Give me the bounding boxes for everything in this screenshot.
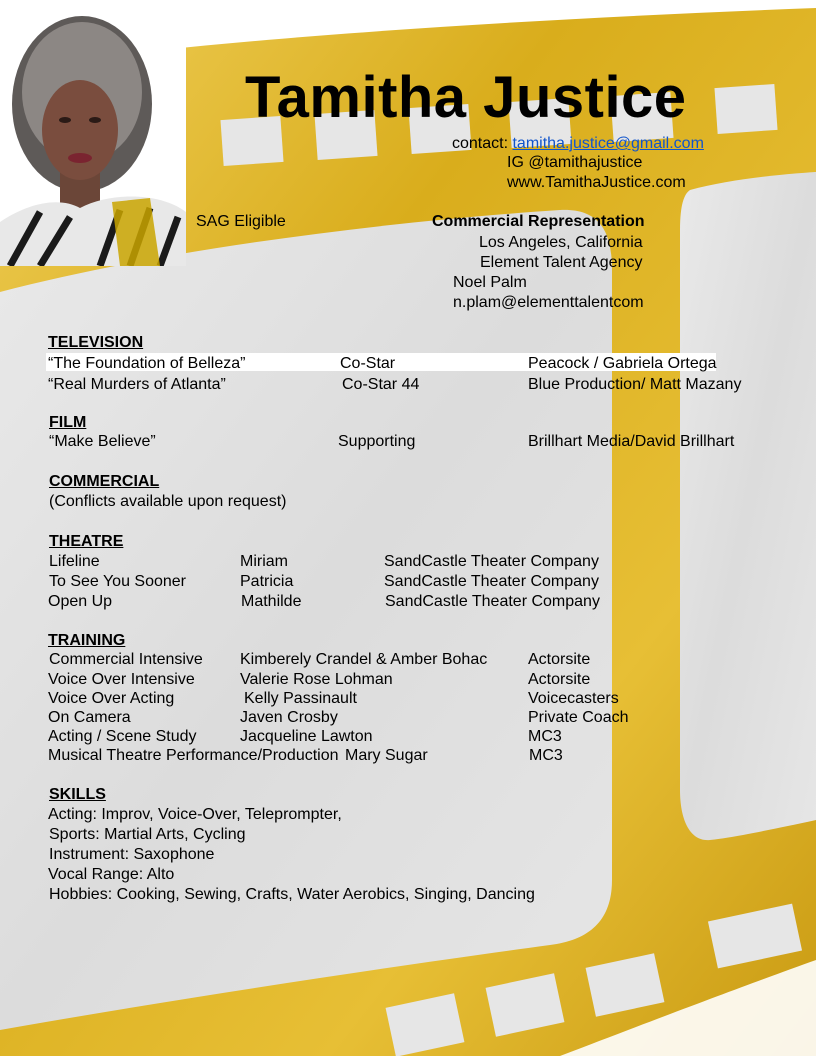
- training-school: MC3: [529, 747, 563, 764]
- theatre-company: SandCastle Theater Company: [385, 593, 600, 610]
- film-credit: Brillhart Media/David Brillhart: [528, 433, 735, 450]
- tv-credit: Peacock / Gabriela Ortega: [528, 355, 717, 372]
- training-school: Voicecasters: [528, 690, 619, 707]
- commercial-heading: COMMERCIAL: [49, 473, 160, 490]
- theatre-role: Miriam: [240, 553, 288, 570]
- training-school: Actorsite: [528, 671, 591, 688]
- training-course: Acting / Scene Study: [48, 728, 197, 745]
- skills-line: Sports: Martial Arts, Cycling: [49, 826, 246, 843]
- training-teacher: Mary Sugar: [345, 747, 428, 764]
- commercial-note: (Conflicts available upon request): [49, 493, 287, 510]
- television-heading: TELEVISION: [48, 334, 144, 351]
- theatre-role: Patricia: [240, 573, 294, 590]
- tv-role: Co-Star 44: [342, 376, 420, 393]
- website-link[interactable]: www.TamithaJustice.com: [507, 174, 686, 191]
- tv-credit: Blue Production/ Matt Mazany: [528, 376, 742, 393]
- training-teacher: Kelly Passinault: [244, 690, 357, 707]
- representation-city: Los Angeles, California: [479, 234, 643, 251]
- training-course: Voice Over Acting: [48, 690, 175, 707]
- training-heading: TRAINING: [48, 632, 126, 649]
- theatre-title: Lifeline: [49, 553, 100, 570]
- film-heading: FILM: [49, 414, 87, 431]
- film-role: Supporting: [338, 433, 416, 450]
- training-teacher: Jacqueline Lawton: [240, 728, 373, 745]
- contact-label: contact:: [452, 135, 509, 152]
- theatre-company: SandCastle Theater Company: [384, 553, 599, 570]
- representation-agency: Element Talent Agency: [480, 254, 643, 271]
- instagram-handle: IG @tamithajustice: [507, 154, 643, 171]
- theatre-role: Mathilde: [241, 593, 302, 610]
- representation-agent-email: n.plam@elementtalentcom: [453, 294, 644, 311]
- skills-line: Vocal Range: Alto: [48, 866, 175, 883]
- skills-heading: SKILLS: [49, 786, 106, 803]
- training-teacher: Javen Crosby: [240, 709, 338, 726]
- representation-agent: Noel Palm: [453, 274, 527, 291]
- training-school: Actorsite: [528, 651, 591, 668]
- training-teacher: Valerie Rose Lohman: [240, 671, 393, 688]
- theatre-title: Open Up: [48, 593, 113, 610]
- representation-heading: Commercial Representation: [432, 213, 645, 230]
- actor-name: Tamitha Justice: [245, 65, 687, 130]
- email-link[interactable]: tamitha.justice@gmail.com: [512, 135, 704, 152]
- film-title: “Make Believe”: [49, 433, 156, 450]
- headshot-photo: [0, 12, 186, 266]
- tv-role: Co-Star: [340, 355, 396, 372]
- theatre-title: To See You Sooner: [49, 573, 187, 590]
- theatre-heading: THEATRE: [49, 533, 124, 550]
- skills-line: Acting: Improv, Voice-Over, Teleprompter,: [48, 806, 342, 823]
- training-course: Musical Theatre Performance/Production: [48, 747, 339, 764]
- contact-line: [452, 134, 704, 153]
- training-course: On Camera: [48, 709, 131, 726]
- training-course: Voice Over Intensive: [48, 671, 195, 688]
- tv-title: “Real Murders of Atlanta”: [48, 376, 226, 393]
- skills-line: Instrument: Saxophone: [49, 846, 215, 863]
- training-teacher: Kimberely Crandel & Amber Bohac: [240, 651, 488, 668]
- union-status: SAG Eligible: [196, 213, 286, 230]
- training-school: MC3: [528, 728, 562, 745]
- skills-line: Hobbies: Cooking, Sewing, Crafts, Water Aerobics, Singing, Dancing: [49, 886, 535, 903]
- training-school: Private Coach: [528, 709, 629, 726]
- theatre-company: SandCastle Theater Company: [384, 573, 599, 590]
- training-course: Commercial Intensive: [49, 651, 203, 668]
- tv-title: “The Foundation of Belleza”: [48, 355, 246, 372]
